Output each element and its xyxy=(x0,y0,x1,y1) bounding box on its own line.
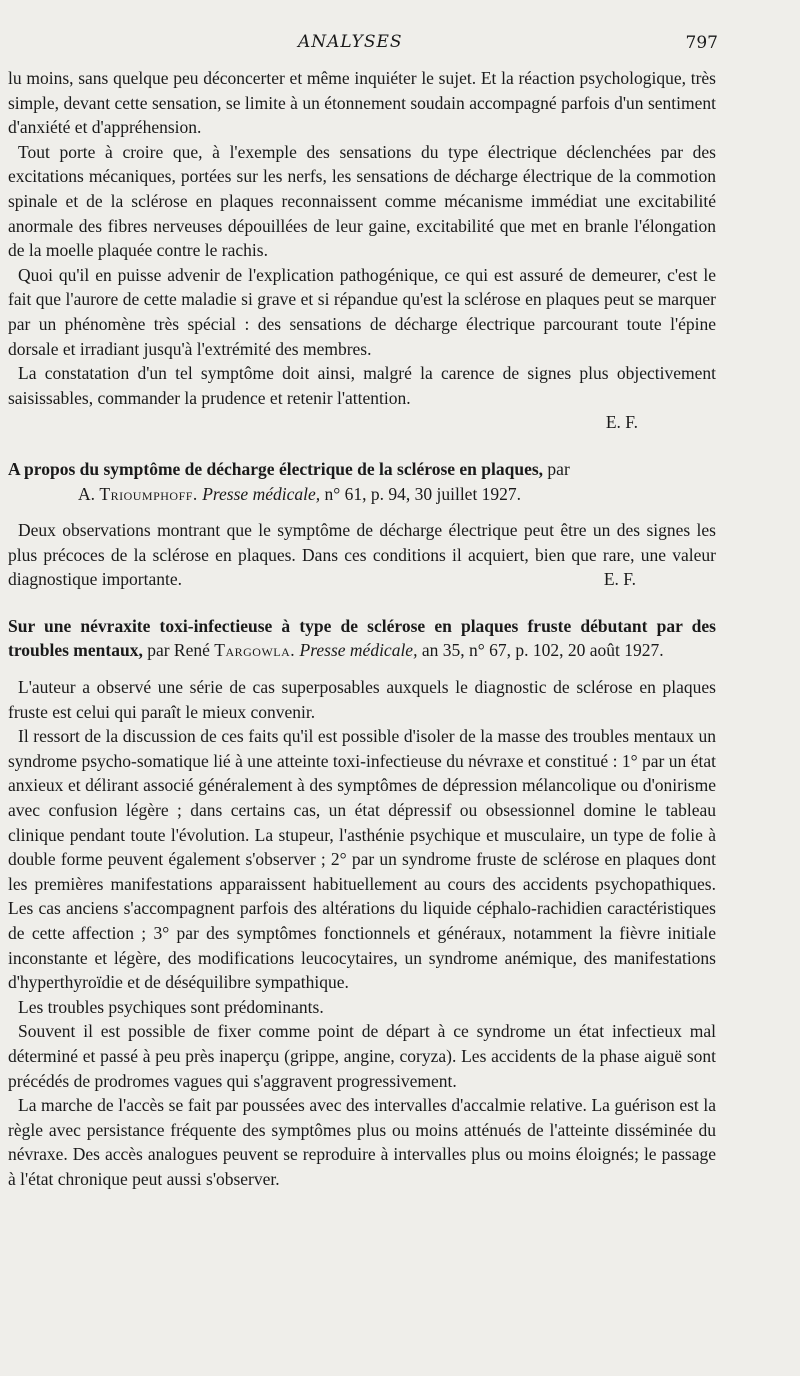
author-initial: A. xyxy=(78,483,96,504)
author-name: Trioumphoff. xyxy=(99,483,198,504)
review-heading xyxy=(8,614,716,663)
review-citation xyxy=(8,482,716,507)
paragraph: Souvent il est possible de fixer comme point de départ à ce syndrome un état infectieux mal déterminé et passé à peu près inaperçu (grippe, angine, coryza). Les accidents de la phase aiguë sont précédés de prodromes vagues qui s'aggravent progressivement. xyxy=(8,1021,716,1091)
running-head xyxy=(0,32,800,58)
review-heading xyxy=(8,457,716,482)
paragraph: La marche de l'accès se fait par poussées avec des intervalles d'accalmie relative. La guérison est la règle avec persistance fréquente des symptômes plus ou moins atténués de l'atteinte disséminée du névraxe. Des accès analogues peuvent se reproduire à intervalles plus ou moins éloignés; le passage à l'état chronique peut aussi s'observer. xyxy=(8,1095,716,1189)
page-number: 797 xyxy=(685,33,718,53)
paragraph: Quoi qu'il en puisse advenir de l'explication pathogénique, ce qui est assuré de demeurer, c'est le fait que l'aurore de cette maladie si grave et si répandue qu'est la sclérose en plaques peut se marquer par un phénomène très spécial : des sensations de décharge électrique parcourant toute l'épine dorsale et irradiant jusqu'à l'extrémité des membres. xyxy=(8,264,716,359)
author-name: Targowla. xyxy=(214,640,296,661)
running-title: ANALYSES xyxy=(298,32,403,52)
section-previous-review xyxy=(8,66,716,435)
paragraph: lu moins, sans quelque peu déconcerter et même inquiéter le sujet. Et la réaction psychologique, très simple, devant cette sensation, se limite à un étonnement soudain accompagné parfois d'un sentiment d'anxiété et d'appréhension. xyxy=(8,68,716,138)
paragraph: La constatation d'un tel symptôme doit ainsi, malgré la carence de signes plus objectivement saisissables, commander la prudence et retenir l'attention. xyxy=(8,363,716,408)
review-title: Sur une névraxite toxi-infectieuse à type de sclérose en plaques fruste débutant par des troubles mentaux, xyxy=(8,615,716,661)
review-title: A propos du symptôme de décharge électrique de la sclérose en plaques, xyxy=(8,458,544,479)
citation-details: an 35, n° 67, p. 102, 20 août 1927. xyxy=(421,640,664,661)
paragraph: L'auteur a observé une série de cas superposables auxquels le diagnostic de sclérose en plaques fruste est celui qui paraît le mieux convenir. xyxy=(8,677,716,722)
review-by: par René xyxy=(147,640,210,661)
journal-name: Presse médicale, xyxy=(299,640,418,661)
paragraph: Tout porte à croire que, à l'exemple des sensations du type électrique déclenchées par des excitations mécaniques, portées sur les nerfs, les sensations de décharge électrique de la commotion spinale et de la sclérose en plaques reconnaissent comme mécanisme immédiat une excitabilité anormale des fibres nerveuses dépouillées de leur gaine, excitabilité que met en branle l'élongation de la moelle plaquée contre le rachis. xyxy=(8,141,716,261)
signature: E. F. xyxy=(603,569,636,590)
paragraph xyxy=(8,518,716,592)
article-body xyxy=(8,66,716,1192)
section-review-trioumphoff xyxy=(8,457,716,592)
citation-details: n° 61, p. 94, 30 juillet 1927. xyxy=(324,483,522,504)
review-by: par xyxy=(547,458,570,479)
section-review-targowla xyxy=(8,614,716,1192)
journal-name: Presse médicale, xyxy=(202,483,321,504)
signature: E. F. xyxy=(605,412,638,433)
paragraph-text: Deux observations montrant que le symptôme de décharge électrique peut être un des signes les plus précoces de la sclérose en plaques. Dans ces conditions il acquiert, bien que rare, une valeur diagnostique importante. xyxy=(8,520,716,590)
paragraph: Il ressort de la discussion de ces faits qu'il est possible d'isoler de la masse des troubles mentaux un syndrome psycho-somatique lié à une atteinte toxi-infectieuse du névraxe et constitué : 1° par un état anxieux et délirant associé généralement à des symptômes de dépression mélancolique ou d'onirisme avec confusion légère ; dans certains cas, un état dépressif ou obsessionnel domine le tableau clinique pendant toute l'évolution. La stupeur, l'asthénie psychique et musculaire, un type de folie à double forme peuvent également s'observer ; 2° par un syndrome fruste de sclérose en plaques dont les premières manifestations apparaissent habituellement au cours des accidents psychopathiques. Les cas anciens s'accompagnent parfois des altérations du liquide céphalo-rachidien caractéristiques de cette affection ; 3° par des symptômes fonctionnels et généraux, notamment la fièvre initiale inconstante et légère, des modifications leucocytaires, un syndrome anémique, des manifestations d'hyperthyroïdie et de déséquilibre sympathique. xyxy=(8,726,716,993)
paragraph: Les troubles psychiques sont prédominants. xyxy=(18,996,324,1017)
